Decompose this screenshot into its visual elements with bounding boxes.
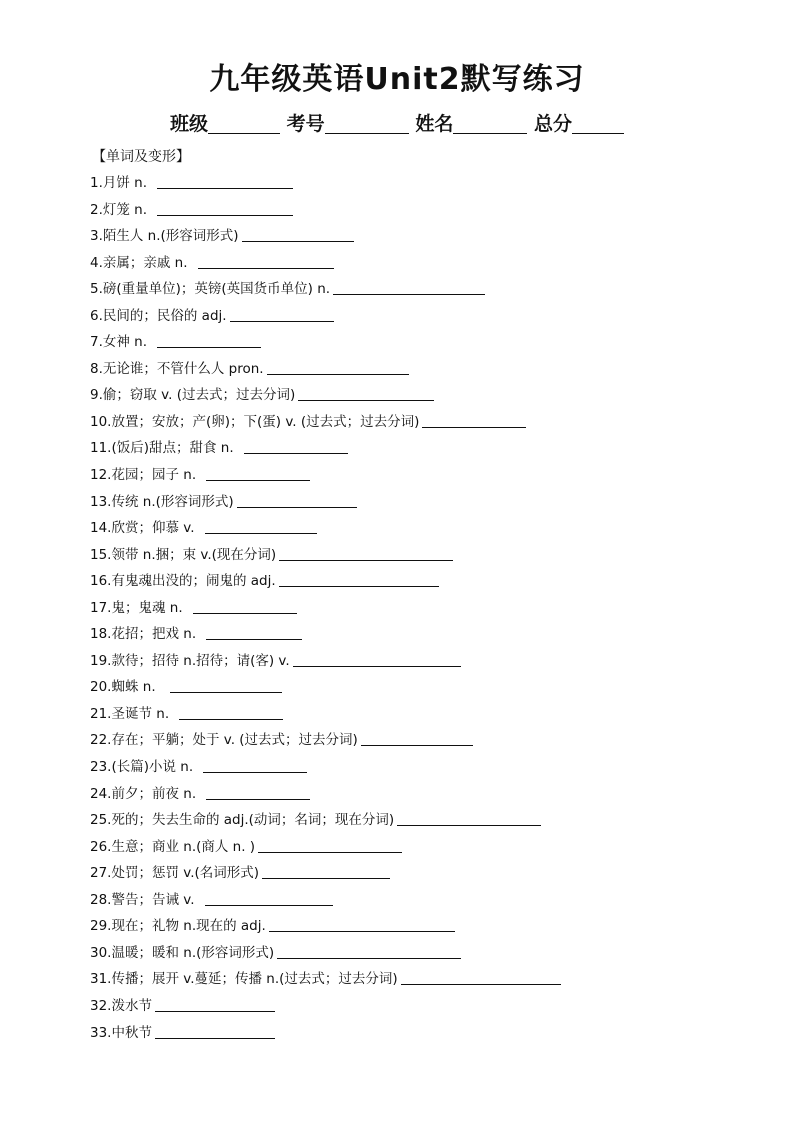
answer-blank[interactable] (179, 705, 283, 720)
item-prompt: 17.鬼；鬼魂 n. (90, 599, 183, 616)
page-title: 九年级英语Unit2默写练习 (209, 62, 585, 97)
answer-blank[interactable] (198, 254, 334, 269)
list-item (90, 515, 561, 542)
answer-blank[interactable] (170, 678, 282, 693)
item-prompt: 11.(饭后)甜点；甜食 n. (90, 440, 234, 457)
item-prompt: 4.亲属；亲戚 n. (90, 254, 188, 271)
item-prompt: 7.女神 n. (90, 334, 148, 351)
list-item (90, 701, 561, 728)
item-prompt: 13.传统 n.(形容词形式) (90, 493, 234, 510)
list-item (90, 329, 561, 356)
list-item (90, 674, 561, 701)
answer-blank[interactable] (258, 838, 402, 853)
score-blank[interactable] (572, 113, 624, 134)
class-blank[interactable] (208, 113, 280, 134)
item-prompt: 5.磅(重量单位)；英镑(英国货币单位) n. (90, 281, 331, 298)
vocabulary-list (90, 170, 561, 1046)
list-item (90, 648, 561, 675)
list-item (90, 356, 561, 383)
list-item (90, 781, 561, 808)
list-item (90, 409, 561, 436)
answer-blank[interactable] (298, 386, 434, 401)
answer-blank[interactable] (155, 1024, 275, 1039)
list-item (90, 170, 561, 197)
answer-blank[interactable] (277, 944, 461, 959)
item-prompt: 10.放置；安放；产(卵)；下(蛋) v. (过去式；过去分词) (90, 413, 420, 430)
list-item (90, 489, 561, 516)
item-prompt: 26.生意；商业 n.(商人 n. ) (90, 838, 256, 855)
list-item (90, 542, 561, 569)
list-item (90, 860, 561, 887)
answer-blank[interactable] (269, 917, 455, 932)
item-prompt: 28.警告；告诫 v. (90, 891, 195, 908)
item-prompt: 2.灯笼 n. (90, 201, 148, 218)
item-prompt: 6.民间的；民俗的 adj. (90, 307, 227, 324)
item-prompt: 29.现在；礼物 n.现在的 adj. (90, 918, 266, 935)
answer-blank[interactable] (205, 519, 317, 534)
list-item (90, 568, 561, 595)
list-item (90, 462, 561, 489)
answer-blank[interactable] (230, 307, 334, 322)
item-prompt: 8.无论谁；不管什么人 pron. (90, 360, 264, 377)
score-label: 总分 (533, 113, 572, 135)
answer-blank[interactable] (193, 599, 297, 614)
item-prompt: 20.蜘蛛 n. (90, 679, 156, 696)
list-item (90, 197, 561, 224)
answer-blank[interactable] (237, 493, 357, 508)
answer-blank[interactable] (279, 572, 439, 587)
answer-blank[interactable] (244, 439, 348, 454)
class-label: 班级 (170, 113, 209, 135)
answer-blank[interactable] (157, 333, 261, 348)
answer-blank[interactable] (206, 785, 310, 800)
name-label: 姓名 (415, 113, 454, 135)
item-prompt: 32.泼水节 (90, 997, 152, 1014)
list-item (90, 834, 561, 861)
answer-blank[interactable] (333, 280, 485, 295)
answer-blank[interactable] (293, 652, 461, 667)
answer-blank[interactable] (242, 227, 354, 242)
student-info-line (0, 110, 794, 138)
answer-blank[interactable] (397, 811, 541, 826)
answer-blank[interactable] (206, 625, 302, 640)
answer-blank[interactable] (206, 466, 310, 481)
answer-blank[interactable] (267, 360, 409, 375)
list-item (90, 250, 561, 277)
list-item (90, 993, 561, 1020)
list-item (90, 940, 561, 967)
list-item (90, 223, 561, 250)
item-prompt: 3.陌生人 n.(形容词形式) (90, 228, 239, 245)
list-item (90, 807, 561, 834)
item-prompt: 24.前夕；前夜 n. (90, 785, 197, 802)
item-prompt: 14.欣赏；仰慕 v. (90, 520, 195, 537)
answer-blank[interactable] (361, 731, 473, 746)
list-item (90, 276, 561, 303)
item-prompt: 27.处罚；惩罚 v.(名词形式) (90, 865, 260, 882)
item-prompt: 18.花招；把戏 n. (90, 626, 197, 643)
item-prompt: 15.领带 n.捆；束 v.(现在分词) (90, 546, 277, 563)
item-prompt: 16.有鬼魂出没的；闹鬼的 adj. (90, 573, 276, 590)
list-item (90, 754, 561, 781)
answer-blank[interactable] (205, 891, 333, 906)
answer-blank[interactable] (157, 174, 293, 189)
list-item (90, 595, 561, 622)
section-title: 【单词及变形】 (92, 149, 190, 165)
answer-blank[interactable] (262, 864, 390, 879)
exam-no-blank[interactable] (325, 113, 409, 134)
answer-blank[interactable] (155, 997, 275, 1012)
list-item (90, 1020, 561, 1047)
item-prompt: 21.圣诞节 n. (90, 705, 170, 722)
item-prompt: 19.款待；招待 n.招待；请(客) v. (90, 652, 290, 669)
list-item (90, 887, 561, 914)
list-item (90, 913, 561, 940)
item-prompt: 9.偷；窃取 v. (过去式；过去分词) (90, 387, 296, 404)
list-item (90, 727, 561, 754)
answer-blank[interactable] (157, 201, 293, 216)
list-item (90, 621, 561, 648)
list-item (90, 382, 561, 409)
list-item (90, 435, 561, 462)
item-prompt: 25.死的；失去生命的 adj.(动词；名词；现在分词) (90, 812, 395, 829)
answer-blank[interactable] (401, 970, 561, 985)
answer-blank[interactable] (203, 758, 307, 773)
item-prompt: 22.存在；平躺；处于 v. (过去式；过去分词) (90, 732, 358, 749)
name-blank[interactable] (453, 113, 527, 134)
item-prompt: 12.花园；园子 n. (90, 467, 197, 484)
item-prompt: 31.传播；展开 v.蔓延；传播 n.(过去式；过去分词) (90, 971, 398, 988)
list-item (90, 966, 561, 993)
item-prompt: 23.(长篇)小说 n. (90, 759, 194, 776)
list-item (90, 303, 561, 330)
item-prompt: 1.月饼 n. (90, 175, 148, 191)
answer-blank[interactable] (279, 546, 453, 561)
item-prompt: 30.温暖；暖和 n.(形容词形式) (90, 944, 275, 961)
answer-blank[interactable] (422, 413, 526, 428)
exam-no-label: 考号 (286, 113, 325, 135)
item-prompt: 33.中秋节 (90, 1024, 152, 1041)
